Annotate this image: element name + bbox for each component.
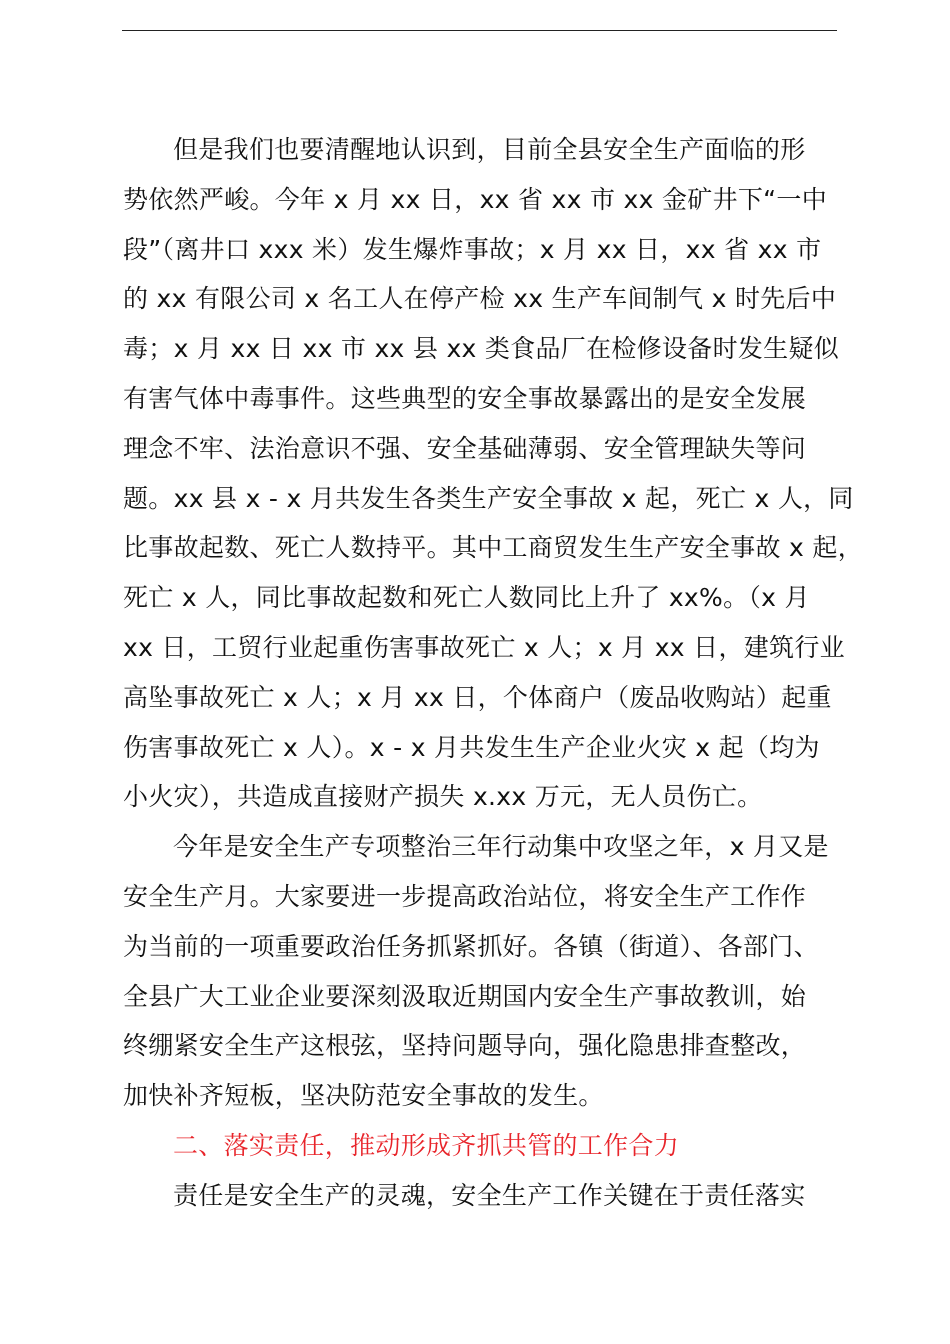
text-line: xx 日，工贸行业起重伤害事故死亡 x 人；x 月 xx 日，建筑行业 xyxy=(123,632,845,662)
text-line: 加快补齐短板，坚决防范安全事故的发生。 xyxy=(123,1081,604,1111)
text-line: 全县广大工业企业要深刻汲取近期国内安全生产事故教训，始 xyxy=(123,981,807,1011)
text-line: 终绷紧安全生产这根弦，坚持问题导向，强化隐患排查整改， xyxy=(123,1031,807,1061)
paragraph-responsibility xyxy=(123,1171,840,1221)
text-line: 题。xx 县 x - x 月共发生各类生产安全事故 x 起，死亡 x 人，同 xyxy=(123,483,854,513)
paragraph-safety-month xyxy=(123,822,840,1121)
text-line: 伤害事故死亡 x 人）。x - x 月共发生生产企业火灾 x 起（均为 xyxy=(123,732,820,762)
text-line: 理念不牢、法治意识不强、安全基础薄弱、安全管理缺失等问 xyxy=(123,433,807,463)
text-line: 今年是安全生产专项整治三年行动集中攻坚之年，x 月又是 xyxy=(173,832,829,862)
text-line: 为当前的一项重要政治任务抓紧抓好。各镇（街道）、各部门、 xyxy=(123,931,819,961)
header-rule xyxy=(122,30,837,31)
text-line: 但是我们也要清醒地认识到，目前全县安全生产面临的形 xyxy=(173,135,806,164)
text-line: 死亡 x 人，同比事故起数和死亡人数同比上升了 xx%。（x 月 xyxy=(123,583,810,613)
text-line: 责任是安全生产的灵魂，安全生产工作关键在于责任落实 xyxy=(173,1180,806,1210)
text-line: 有害气体中毒事件。这些典型的安全事故暴露出的是安全发展 xyxy=(123,383,807,413)
section-heading: 二、落实责任，推动形成齐抓共管的工作合力 xyxy=(173,1130,680,1160)
text-line: 势依然严峻。今年 x 月 xx 日，xx 省 xx 市 xx 金矿井下“一中 xyxy=(123,184,828,214)
text-line: 高坠事故死亡 x 人；x 月 xx 日，个体商户（废品收购站）起重 xyxy=(123,682,832,712)
text-line: 毒；x 月 xx 日 xx 市 xx 县 xx 类食品厂在检修设备时发生疑似 xyxy=(123,334,840,364)
text-line: 的 xx 有限公司 x 名工人在停产检 xx 生产车间制气 x 时先后中 xyxy=(123,284,837,314)
document-body xyxy=(123,125,863,1221)
text-line: 比事故起数、死亡人数持平。其中工商贸发生生产安全事故 x 起， xyxy=(123,533,863,563)
text-line: 段”（离井口 xxx 米）发生爆炸事故；x 月 xx 日，xx 省 xx 市 xyxy=(123,234,822,264)
text-line: 小火灾），共造成直接财产损失 x.xx 万元，无人员伤亡。 xyxy=(123,782,763,812)
text-line: 安全生产月。大家要进一步提高政治站位，将安全生产工作作 xyxy=(123,881,807,911)
paragraph-situation xyxy=(123,125,863,822)
